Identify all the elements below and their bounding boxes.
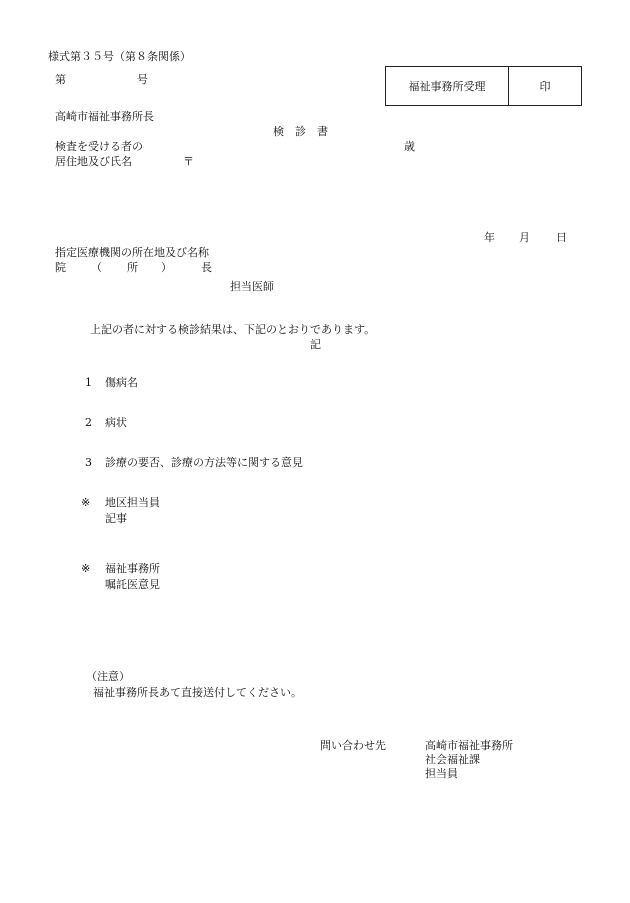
contact-label: 問い合わせ先 [320, 739, 386, 752]
item-number: 1 [85, 376, 92, 389]
patient-label-line1: 検査を受ける者の [55, 140, 143, 153]
date-month: 月 [519, 231, 530, 244]
contact-officer: 担当員 [425, 767, 458, 780]
form-number: 様式第３５号（第８条関係） [48, 50, 191, 63]
office-receipt-stamp-box [385, 66, 582, 106]
addressee: 高崎市福祉事務所長 [55, 110, 154, 123]
date-year: 年 [484, 231, 495, 244]
paren-open: （ [91, 261, 102, 274]
item-number: 3 [85, 456, 92, 469]
item-number: 2 [85, 416, 92, 429]
remark-consulting-doctor-opinion: 嘱託医意見 [105, 578, 160, 591]
seal-label: 印 [539, 79, 551, 93]
notice-heading: （注意） [86, 670, 130, 683]
remark-mark: ※ [81, 562, 91, 575]
document-title: 検 診 書 [273, 125, 328, 138]
director-suffix: 長 [201, 261, 212, 274]
director-prefix: 院 [55, 261, 66, 274]
statement: 上記の者に対する検診結果は、下記のとおりであります。 [90, 323, 376, 336]
remark-welfare-office: 福祉事務所 [105, 562, 160, 575]
remark-mark: ※ [81, 496, 91, 509]
contact-section: 社会福祉課 [425, 753, 480, 766]
item-label-treatment-opinion: 診療の要否、診療の方法等に関する意見 [105, 456, 303, 469]
remark-notes: 記事 [105, 512, 127, 525]
doc-number-prefix: 第 [55, 73, 66, 86]
institution-label: 指定医療機関の所在地及び名称 [55, 246, 209, 259]
postal-mark: 〒 [183, 155, 194, 168]
doctor-label: 担当医師 [230, 280, 274, 293]
age-unit: 歳 [404, 140, 415, 153]
office-received-label: 福祉事務所受理 [386, 67, 509, 105]
contact-office: 高崎市福祉事務所 [425, 739, 513, 752]
notice-text: 福祉事務所長あて直接送付してください。 [93, 686, 302, 699]
ki-heading: 記 [310, 338, 321, 351]
item-label-condition: 病状 [105, 416, 127, 429]
patient-label-line2: 居住地及び氏名 [55, 155, 132, 168]
paren-close: ） [161, 261, 172, 274]
date-day: 日 [556, 231, 567, 244]
item-label-disease: 傷病名 [105, 376, 138, 389]
director-place: 所 [127, 261, 138, 274]
doc-number-suffix: 号 [137, 73, 148, 86]
remark-district-officer: 地区担当員 [105, 496, 160, 509]
